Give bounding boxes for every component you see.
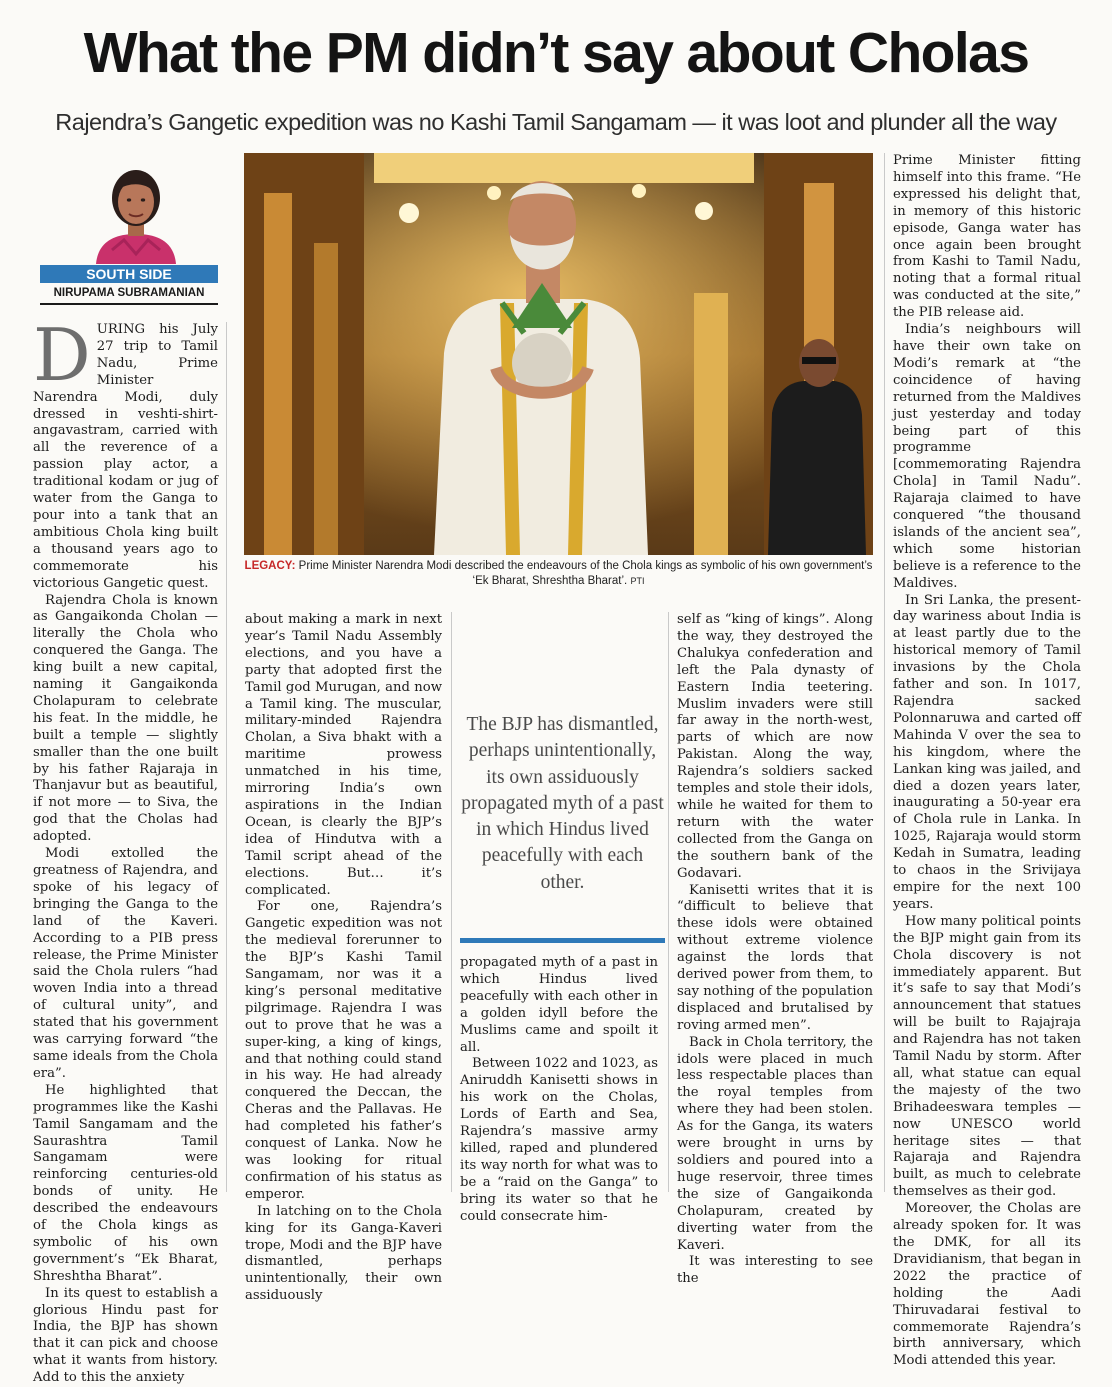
photo-caption [244, 559, 873, 589]
paragraph: In latching on to the Chola king for its Ganga-Kaveri trope, Modi and the BJP have dismantled, perhaps unintentionally, their own assiduously [245, 1203, 442, 1304]
caption-lead: LEGACY: [244, 560, 296, 572]
column-divider [226, 322, 227, 1192]
paragraph: He highlighted that programmes like the Kashi Tamil Sangamam and the Saurashtra Tamil Sangamam were reinforcing centuries-old bonds of unity. He described the endeavours of the Chola kings as symbolic of his own government’s “Ek Bharat, Shreshtha Bharat”. [33, 1082, 218, 1284]
pull-quote: The BJP has dismantled, perhaps unintentionally, its own assiduously propagated myth of a past in which Hindus lived peacefully with each other. [461, 714, 664, 893]
main-photo [244, 153, 873, 555]
author-byline: NIRUPAMA SUBRAMANIAN [53, 287, 205, 299]
article-column-4 [677, 612, 873, 1287]
paragraph: Between 1022 and 1023, as Aniruddh Kanisetti shows in his work on the Cholas, Lords of Earth and Sea, Rajendra’s massive army killed, raped and plundered its way north for what was to be a “raid on the Ganga” to bring its water so that he could consecrate him- [460, 1056, 658, 1224]
paragraph: about making a mark in next year’s Tamil Nadu Assembly elections, and you have a party that adopted first the Tamil god Murugan, and now a Tamil king. The muscular, military-minded Rajendra Cholan, a Siva bhakt with a maritime prowess unmatched in his time, mirroring India’s own aspirations in the Indian Ocean, is clearly the BJP’s idea of Hindutva with a Tamil script ahead of the elections. But… it’s complicated. [245, 612, 442, 898]
paragraph: India’s neighbours will have their own take on Modi’s remark at “the coincidence of having returned from the Maldives just yesterday and today being part of this programme [commemorating Rajendra Chola] in Tamil Nadu”. Rajaraja claimed to have conquered “the thousand islands of the ancient sea”, which some historian believe is a reference to the Maldives. [893, 322, 1081, 591]
column-divider [451, 612, 452, 1192]
article-column-2 [245, 612, 442, 1304]
article-column-3 [460, 955, 658, 1224]
drop-cap: D [33, 313, 91, 397]
pull-quote-rule [460, 938, 665, 943]
column-divider [668, 612, 669, 1192]
byline-rule [40, 303, 218, 305]
subheadline: Rajendra’s Gangetic expedition was no Kashi Tamil Sangamam — it was loot and plunder all the way [55, 109, 1057, 135]
caption-text: Prime Minister Narendra Modi described the endeavours of the Chola kings as symbolic of his own government’s ‘Ek Bharat, Shreshtha Bharat’. [295, 560, 873, 587]
paragraph: Prime Minister fitting himself into this frame. “He expressed his delight that, in memory of this historic episode, Ganga water has once again been brought from Kashi to Tamil Nadu, noting that a formal ritual was conducted at the site,” the PIB release aid. [893, 153, 1081, 321]
paragraph: Back in Chola territory, the idols were placed in much less respectable places than the royal temples from where they had been stolen. As for the Ganga, its waters were brought in urns by soldiers and poured into a huge reservoir, three times the size of Gangaikonda Cholapuram, created by diverting water from the Kaveri. [677, 1034, 873, 1253]
column-label: SOUTH SIDE [40, 265, 218, 283]
paragraph: In its quest to establish a glorious Hindu past for India, the BJP has shown that it can pick and choose what it wants from history. Add to this the anxiety [33, 1285, 218, 1386]
paragraph: It was interesting to see the [677, 1254, 873, 1287]
paragraph: In Sri Lanka, the present-day wariness about India is at least partly due to the historical memory of Tamil invasions by the Chola father and son. In 1017, Rajendra sacked Polonnaruwa and carted off Mahinda V over the sea to his kingdom, where the Lankan king was jailed, and died a dozen years later, inaugurating a 50-year era of Chola rule in Lanka. In 1025, Rajaraja would storm Kedah in Sumatra, leading to chaos in the Srivijaya empire for the next 100 years. [893, 592, 1081, 912]
article-column-5 [893, 153, 1081, 1369]
column-divider [884, 153, 885, 1192]
paragraph: self as “king of kings”. Along the way, they destroyed the Chalukya confederation and left the Pala dynasty of Eastern India teetering. Muslim invaders were still far away in the north-west, parts of which are now Pakistan. Along the way, Rajendra’s soldiers sacked temples and stole their idols, while he waited for them to return with the water collected from the Ganga on the southern bank of the Godavari. [677, 612, 873, 881]
paragraph: Modi extolled the greatness of Rajendra, and spoke of his legacy of bringing the Ganga to the land of the Kaveri. According to a PIB press release, the Prime Minister said the Chola rulers “had woven India into a thread of cultural unity”, and stated that his government was carrying forward “the same ideals from the Chola era”. [33, 846, 218, 1081]
paragraph: Kanisetti writes that it is “difficult to believe that these idols were obtained without extreme violence against the lords that derived power from them, to say nothing of the population displaced and brutalised by roving armed men”. [677, 882, 873, 1033]
photo-credit: PTI [630, 576, 645, 586]
paragraph: How many political points the BJP might gain from its Chola discovery is not immediately apparent. But it’s safe to say that Modi’s announcement that statues will be built to Rajajraja and Rajendra has not taken Tamil Nadu by storm. After all, what statue can equal the majesty of the two Brihadeeswara temples — now UNESCO world heritage sites — that Rajaraja and Rajendra built, as much to celebrate themselves as their god. [893, 913, 1081, 1200]
paragraph: DURING his July 27 trip to Tamil Nadu, Prime Minister Narendra Modi, duly dressed in veshti-shirt-angavastram, carried with all the reverence of a passion play actor, a traditional kodam or jug of water from the Ganga to pour into a tank that an ambitious Chola king built a thousand years ago to commemorate his victorious Gangetic quest. [33, 313, 218, 591]
paragraph: propagated myth of a past in which Hindus lived peacefully with each other in a golden idyll before the Muslims came and spoilt it all. [460, 955, 658, 1055]
author-photo [84, 150, 188, 264]
article-column-1 [33, 313, 218, 1386]
paragraph: Rajendra Chola is known as Gangaikonda Cholan — literally the Chola who conquered the Ganga. The king built a new capital, naming it Gangaikonda Cholapuram to celebrate his feat. In the middle, he built a temple — slightly smaller than the one built by his father Rajaraja in Thanjavur but as beautiful, if not more — to Siva, the god that the Cholas had adopted. [33, 592, 218, 845]
paragraph: For one, Rajendra’s Gangetic expedition was not the medieval forerunner to the BJP’s Kashi Tamil Sangamam, nor was it a king’s personal meditative pilgrimage. Rajendra I was out to prove that he was a super-king, a king of kings, and that nothing could stand in his way. He had already conquered the Deccan, the Cheras and the Pallavas. He had completed his father’s conquest of Lanka. Now he was looking for ritual confirmation of his status as emperor. [245, 899, 442, 1202]
paragraph: Moreover, the Cholas are already spoken for. It was the DMK, for all its Dravidianism, that began in 2022 the practice of holding the Aadi Thiruvadarai festival to commemorate Rajendra’s birth anniversary, which Modi attended this year. [893, 1201, 1081, 1369]
headline: What the PM didn’t say about Cholas [83, 21, 1029, 85]
